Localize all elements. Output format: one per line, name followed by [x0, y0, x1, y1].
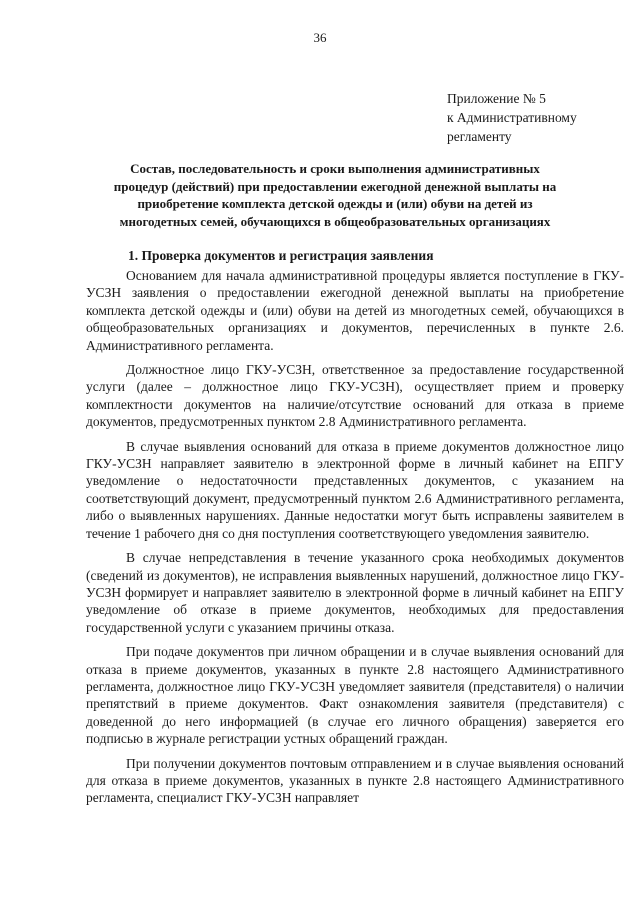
- body-text: [86, 267, 624, 814]
- document-title: [80, 160, 590, 230]
- title-line: процедур (действий) при предоставлении ежегодной денежной выплаты на: [113, 178, 557, 194]
- paragraph: При подаче документов при личном обращении и в случае выявления оснований для отказа в приеме документов, указанных в пункте 2.8 настоящего Административного регламента, должностное лицо ГКУ-УСЗН уведомляет заявителя (представителя) о наличии препятствий в приеме документов. Факт ознакомления заявителя (представителя) с доведенной до него информацией (в случае его личного обращения) заверяется его подписью в журнале регистрации устных обращений граждан.: [86, 644, 624, 747]
- title-line: многодетных семей, обучающихся в общеобразовательных организациях: [119, 213, 551, 229]
- paragraph: Основанием для начала административной процедуры является поступление в ГКУ-УСЗН заявления о предоставлении ежегодной денежной выплаты на приобретение комплекта детской одежды и (или) обуви на детей из многодетных семей, обучающихся в общеобразовательных организациях и документов, перечисленных в пункте 2.6. Административного регламента.: [86, 268, 624, 353]
- appendix-line: Приложение № 5: [447, 91, 546, 106]
- appendix-line: регламенту: [447, 129, 512, 144]
- appendix-header: [447, 89, 627, 146]
- paragraph: В случае выявления оснований для отказа в приеме документов должностное лицо ГКУ-УСЗН направляет заявителю в электронной форме в личный кабинет на ЕПГУ уведомление о недостаточности представленных документов, с указанием на соответствующий документ, предусмотренный пунктом 2.6 Административного регламента, либо о выявленных нарушениях. Данные недостатки могут быть исправлены заявителем в течение 1 рабочего дня со дня поступления соответствующего уведомления заявителю.: [86, 438, 624, 541]
- appendix-line: к Административному: [447, 110, 577, 125]
- paragraph: В случае непредставления в течение указанного срока необходимых документов (сведений из документов), не исправления выявленных нарушений, должностное лицо ГКУ-УСЗН формирует и направляет заявителю в электронной форме в личный кабинет на ЕПГУ уведомление об отказе в приеме документов, необходимых для предоставления государственной услуги с указанием причины отказа.: [86, 550, 624, 635]
- page-number: 36: [313, 30, 327, 45]
- section-heading: 1. Проверка документов и регистрация заявления: [128, 248, 434, 263]
- title-line: приобретение комплекта детской одежды и (или) обуви на детей из: [137, 196, 533, 211]
- paragraph: При получении документов почтовым отправлением и в случае выявления оснований для отказа в приеме документов, указанных в пункте 2.8 настоящего Административного регламента, специалист ГКУ-УСЗН направляет: [86, 755, 624, 806]
- title-line: Состав, последовательность и сроки выполнения административных: [130, 161, 540, 176]
- paragraph: Должностное лицо ГКУ-УСЗН, ответственное за предоставление государственной услуги (далее – должностное лицо ГКУ-УСЗН), осуществляет прием и проверку комплектности документов на наличие/отсутствие оснований для отказа в приеме документов, предусмотренных пунктом 2.8 Административного регламента.: [86, 362, 624, 430]
